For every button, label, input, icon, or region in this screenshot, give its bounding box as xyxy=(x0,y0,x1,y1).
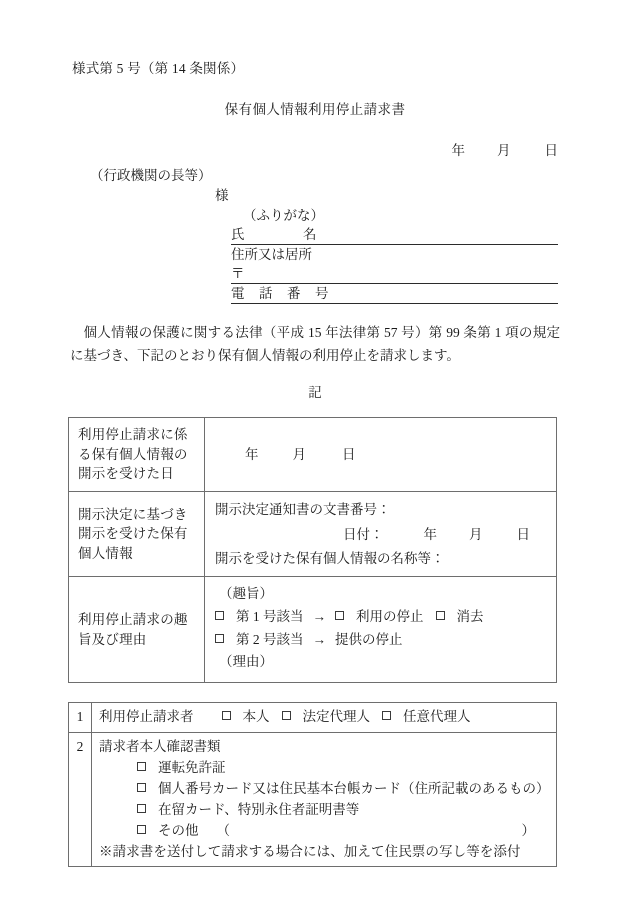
table-row xyxy=(69,577,557,682)
other-paren-open: （ xyxy=(216,822,230,838)
purpose-item-1-row xyxy=(215,607,546,627)
statement-line-2: に基づき、下記のとおり保有個人情報の利用停止を請求します。 xyxy=(70,347,460,363)
main-request-table xyxy=(68,417,557,683)
erase-label: 消去 xyxy=(456,608,484,624)
table-row xyxy=(69,418,557,492)
disclosure-date-value[interactable] xyxy=(205,418,557,492)
phone-field-row[interactable] xyxy=(231,284,558,304)
identity-documents-cell[interactable] xyxy=(92,732,557,867)
row1-month-label: 月 xyxy=(292,446,306,462)
phone-label: 電 話 番 号 xyxy=(231,286,329,301)
document-option-residence: 在留カード、特別永住者証明書等 xyxy=(158,801,360,817)
arrow-icon: → xyxy=(312,608,326,624)
requester-type-row xyxy=(99,707,549,728)
purpose-reason-label: 利用停止請求の趣旨及び理由 xyxy=(69,577,205,682)
ki-marker: 記 xyxy=(308,385,322,400)
disclosed-info-label: 開示決定に基づき開示を受けた保有個人情報 xyxy=(69,491,205,577)
disclosed-info-value[interactable] xyxy=(205,491,557,577)
table-row xyxy=(69,491,557,577)
purpose-heading: （趣旨） xyxy=(219,586,273,602)
disclosed-info-name-label: 開示を受けた保有個人情報の名称等： xyxy=(215,550,445,566)
name-label-second: 名 xyxy=(303,227,317,242)
statement-line-1: 個人情報の保護に関する法律（平成 15 年法律第 57 号）第 99 条第 1 項の規定 xyxy=(83,325,560,340)
requester-option-legal: 法定代理人 xyxy=(302,709,370,724)
notice-document-number-label: 開示決定通知書の文書番号： xyxy=(215,501,391,517)
date-month-label: 月 xyxy=(497,143,511,158)
document-option-license-row xyxy=(99,758,549,779)
legal-statement xyxy=(70,322,560,367)
address-label-row xyxy=(231,245,558,264)
checkbox-item-1[interactable] xyxy=(215,611,224,620)
furigana-label: （ふりがな） xyxy=(243,208,324,223)
checkbox-mynumber-card[interactable] xyxy=(137,783,146,792)
form-number: 様式第 5 号（第 14 条関係） xyxy=(72,61,245,76)
checkbox-item-2[interactable] xyxy=(215,634,224,643)
row1-year-label: 年 xyxy=(245,446,259,462)
row-number-1: 1 xyxy=(69,703,92,733)
suspend-provision-label: 提供の停止 xyxy=(335,631,403,647)
document-option-other: その他 xyxy=(158,822,199,838)
purpose-reason-value[interactable] xyxy=(205,577,557,682)
document-option-residence-row xyxy=(99,800,549,821)
checkbox-drivers-license[interactable] xyxy=(137,762,146,771)
requester-option-voluntary: 任意代理人 xyxy=(403,709,471,724)
purpose-item-2-label: 第 2 号該当 xyxy=(236,631,304,647)
row-number-2: 2 xyxy=(69,732,92,867)
arrow-icon: → xyxy=(312,631,326,647)
other-paren-close: ） xyxy=(521,822,535,838)
address-label: 住所又は居所 xyxy=(231,247,312,262)
row1-day-label: 日 xyxy=(342,446,356,462)
requester-type-cell[interactable] xyxy=(92,703,557,733)
agency-head-label: （行政機関の長等） xyxy=(90,168,212,183)
name-label-first: 氏 xyxy=(231,227,245,242)
purpose-item-1-label: 第 1 号該当 xyxy=(236,608,304,624)
checkbox-suspend-use[interactable] xyxy=(335,611,344,620)
checkbox-voluntary-representative[interactable] xyxy=(382,711,391,720)
suspend-use-label: 利用の停止 xyxy=(356,608,424,624)
document-title: 保有個人情報利用停止請求書 xyxy=(224,102,406,117)
table-row xyxy=(69,703,557,733)
honorific-label: 様 xyxy=(215,188,229,203)
requester-type-label: 利用停止請求者 xyxy=(99,709,194,724)
document-option-other-row xyxy=(99,821,549,842)
submission-date-line xyxy=(0,141,630,161)
identity-documents-label: 請求者本人確認書類 xyxy=(99,738,221,754)
document-option-license: 運転免許証 xyxy=(158,759,226,775)
postal-code-field-row[interactable] xyxy=(231,264,558,284)
checkbox-residence-card[interactable] xyxy=(137,804,146,813)
submission-note: ※請求書を送付して請求する場合には、加えて住民票の写し等を添付 xyxy=(99,843,521,859)
identity-documents-table xyxy=(68,702,557,867)
notice-date-label: 日付： xyxy=(343,527,384,543)
document-option-mynumber: 個人番号カード又は住民基本台帳カード（住所記載のあるもの） xyxy=(158,780,550,796)
checkbox-other[interactable] xyxy=(137,825,146,834)
name-field-row[interactable] xyxy=(231,225,558,245)
row2-month-label: 月 xyxy=(469,527,483,543)
requester-option-self: 本人 xyxy=(242,709,270,724)
disclosure-date-label: 利用停止請求に係る保有個人情報の開示を受けた日 xyxy=(69,418,205,492)
checkbox-legal-representative[interactable] xyxy=(282,711,291,720)
purpose-item-2-row xyxy=(215,630,546,650)
table-row xyxy=(69,732,557,867)
row2-day-label: 日 xyxy=(516,527,530,543)
postal-symbol: 〒 xyxy=(231,266,245,281)
checkbox-self[interactable] xyxy=(222,711,231,720)
checkbox-erase[interactable] xyxy=(436,611,445,620)
row2-year-label: 年 xyxy=(423,527,437,543)
reason-heading: （理由） xyxy=(219,654,273,670)
document-option-mynumber-row xyxy=(99,779,549,800)
date-day-label: 日 xyxy=(544,143,558,158)
date-year-label: 年 xyxy=(451,143,465,158)
notice-date-row xyxy=(215,525,546,545)
applicant-fields xyxy=(231,225,558,304)
